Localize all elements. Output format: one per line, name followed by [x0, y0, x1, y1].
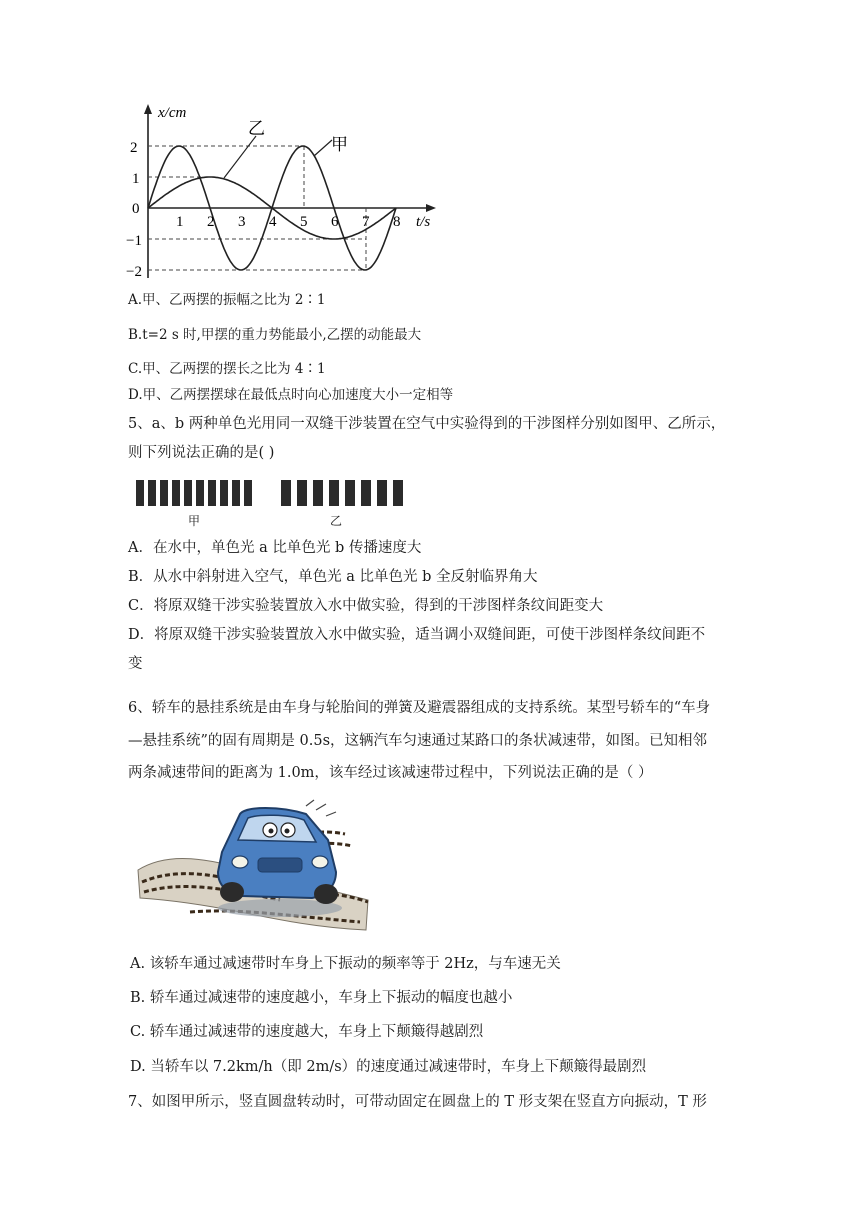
q5-option-b: B．从水中斜射进入空气，单色光 a 比单色光 b 全反射临界角大: [128, 569, 538, 585]
x-tick: 3: [238, 214, 246, 230]
x-tick: 2: [207, 214, 215, 230]
q5-stem-line2: 则下列说法正确的是( ): [128, 445, 275, 461]
curve-label-yi: 乙: [248, 119, 265, 138]
x-tick: 8: [393, 214, 401, 230]
y-axis-label: x/cm: [158, 105, 187, 121]
q4-option-b: B.t=2 s 时,甲摆的重力势能最小,乙摆的动能最大: [128, 327, 422, 343]
y-tick: −2: [126, 264, 142, 280]
q5-option-d-cont: 变: [128, 656, 143, 672]
q4-option-a: A.甲、乙两摆的振幅之比为 2∶1: [128, 292, 326, 308]
y-tick: 0: [132, 201, 140, 217]
q6-option-c: C. 轿车通过减速带的速度越大，车身上下颠簸得越剧烈: [130, 1024, 484, 1040]
oscillation-graph: [128, 100, 448, 285]
q6-stem-line1: 6、轿车的悬挂系统是由车身与轮胎间的弹簧及避震器组成的支持系统。某型号轿车的“车身: [128, 700, 711, 716]
q6-stem-line2: —悬挂系统”的固有周期是 0.5s，这辆汽车匀速通过某路口的条状减速带，如图。已知相邻: [128, 733, 708, 749]
y-tick: 2: [130, 140, 138, 156]
x-tick: 5: [300, 214, 308, 230]
q5-option-c: C．将原双缝干涉实验装置放入水中做实验，得到的干涉图样条纹间距变大: [128, 598, 604, 614]
fringe-label-jia: 甲: [188, 514, 201, 528]
q7-stem-line1: 7、如图甲所示，竖直圆盘转动时，可带动固定在圆盘上的 T 形支架在竖直方向振动，T 形: [128, 1094, 707, 1110]
q5-option-d: D．将原双缝干涉实验装置放入水中做实验，适当调小双缝间距，可使干涉图样条纹间距不: [128, 627, 706, 643]
x-axis-label: t/s: [416, 214, 431, 230]
curve-label-jia: 甲: [331, 135, 348, 154]
q5-stem-line1: 5、a、b 两种单色光用同一双缝干涉装置在空气中实验得到的干涉图样分别如图甲、乙所示，: [128, 416, 726, 432]
car-speed-bump-illustration: [130, 800, 370, 938]
q4-option-d: D.甲、乙两摆摆球在最低点时向心加速度大小一定相等: [128, 387, 454, 403]
fringe-label-yi: 乙: [330, 514, 343, 528]
x-tick: 1: [176, 214, 184, 230]
q4-option-c: C.甲、乙两摆的摆长之比为 4∶1: [128, 361, 326, 377]
x-tick: 4: [269, 214, 277, 230]
q6-option-a: A. 该轿车通过减速带时车身上下振动的频率等于 2Hz，与车速无关: [130, 956, 561, 972]
q5-option-a: A．在水中，单色光 a 比单色光 b 传播速度大: [128, 540, 422, 556]
q6-option-b: B. 轿车通过减速带的速度越小，车身上下振动的幅度也越小: [130, 990, 513, 1006]
q6-option-d: D. 当轿车以 7.2km/h（即 2m/s）的速度通过减速带时，车身上下颠簸得最剧烈: [130, 1059, 647, 1075]
x-tick: 7: [362, 214, 370, 230]
x-tick: 6: [331, 214, 339, 230]
y-tick: 1: [132, 171, 140, 187]
q6-stem-line3: 两条减速带间的距离为 1.0m，该车经过该减速带过程中，下列说法正确的是（ ）: [128, 765, 653, 781]
y-tick: −1: [126, 233, 142, 249]
